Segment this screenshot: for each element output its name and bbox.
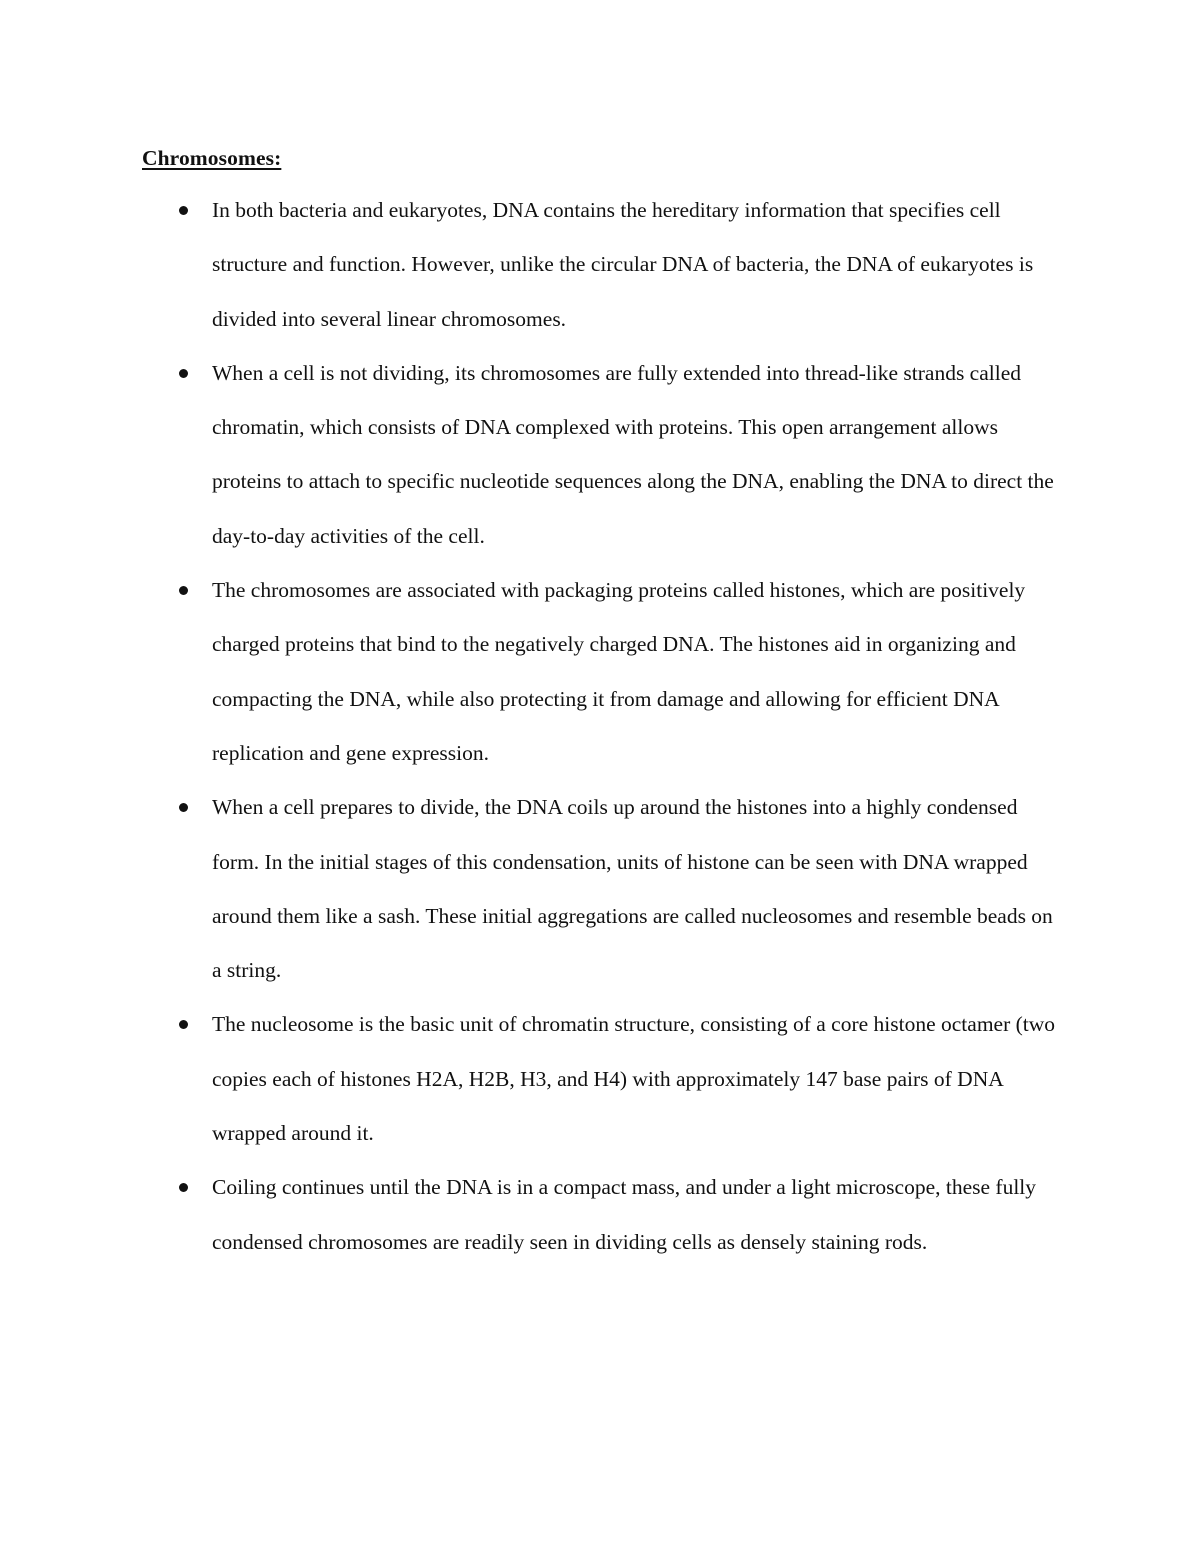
bullet-dot-icon xyxy=(179,369,188,378)
bullet-item-6 xyxy=(212,1160,1062,1269)
bullet-dot-icon xyxy=(179,803,188,812)
bullet-list xyxy=(212,183,1062,1269)
bullet-text: The nucleosome is the basic unit of chromatin structure, consisting of a core histone octamer (two copies each of histones H2A, H2B, H3, and H4) with approximately 147 base pairs of DNA wrapped around it. xyxy=(212,1012,1056,1146)
bullet-dot-icon xyxy=(179,1183,188,1192)
bullet-dot-icon xyxy=(179,206,188,215)
document-heading: Chromosomes: xyxy=(142,146,282,170)
bullet-text: The chromosomes are associated with packaging proteins called histones, which are positively charged proteins that bind to the negatively charged DNA. The histones aid in organizing and compacting the DNA, while also protecting it from damage and allowing for efficient DNA replication and gene expression. xyxy=(212,578,1026,765)
bullet-item-3 xyxy=(212,563,1062,780)
bullet-dot-icon xyxy=(179,1020,188,1029)
bullet-text: When a cell is not dividing, its chromosomes are fully extended into thread-like strands called chromatin, which consists of DNA complexed with proteins. This open arrangement allows proteins to attach to specific nucleotide sequences along the DNA, enabling the DNA to direct the day-to-day activities of the cell. xyxy=(212,360,1054,548)
bullet-text: When a cell prepares to divide, the DNA coils up around the histones into a highly condensed form. In the initial stages of this condensation, units of histone can be seen with DNA wrapped around them like a sash. These initial aggregations are called nucleosomes and resemble beads on a string. xyxy=(212,795,1053,983)
bullet-item-5 xyxy=(212,997,1062,1160)
bullet-text: In both bacteria and eukaryotes, DNA contains the hereditary information that specifies cell structure and function. However, unlike the circular DNA of bacteria, the DNA of eukaryotes is divided into several linear chromosomes. xyxy=(212,198,1034,331)
bullet-text: Coiling continues until the DNA is in a compact mass, and under a light microscope, these fully condensed chromosomes are readily seen in dividing cells as densely staining rods. xyxy=(212,1175,1037,1254)
bullet-item-1 xyxy=(212,183,1062,346)
bullet-item-2 xyxy=(212,346,1062,563)
bullet-item-4 xyxy=(212,780,1062,997)
bullet-dot-icon xyxy=(179,586,188,595)
